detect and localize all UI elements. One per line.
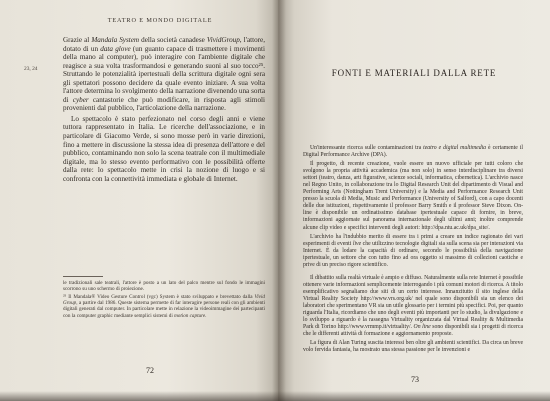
paragraph: Il progetto, di recente creazione, vuole essere un nuovo ufficiale per tutti coloro che svolgono la propria attività accademica (ma non solo) in senso interdisciplinare tra diversi settori (teatro, danza, arti figurative, scienze sociali, informatica, cibernetica). L'archivio nasce nel Regno Unito, in collaborazione tra lo Digital Research Unit del dipartimento di Visual and Performing Arts (Nottingham Trent University) e la Media and Performance Research Unit presso la scuola di Media, Music and Performance (University of Salford), con a capo docenti delle due istituzioni, rispettivamente il professor Barry Smith e il professor Steve Dixon. On-line è disponibile un ordinatissimo database ipertestuale capace di fornire, in breve, informazioni aggiornate sul panorama internazionale degli ultimi anni; inoltre comprende alcune clip video e specifici interventi degli autori: http://dpa.ntu.ac.uk/dpa_site/. xyxy=(303,161,523,231)
italic-run: VividGroup xyxy=(206,36,240,44)
footnotes xyxy=(63,280,265,320)
paragraph: Il dibattito sulla realtà virtuale è ampio e diffuso. Naturalmente sulla rete Internet è possibile ottenere varie informazioni semplicemente interrogando i più comuni motori di ricerca. A titolo esemplificativo segnaliamo due siti di un certo interesse. Innanzitutto il sito inglese della Virtual Reality Society http://www.vrs.org.uk/ nel quale sono disponibili sia un elenco dei laboratori che sperimentano VR sia un utile glossario per i termini più specifici. Poi, per quanto riguarda l'Italia, ricordiamo che uno degli eventi più importanti per lo studio, la divulgazione e lo sviluppo a riguardo è la rassegna Virtuality organizzata dal Virtual Reality & Multimedia Park di Torino http://www.vrmmp.it/virtuality/. On line sono disponibili sia i progetti di ricerca che le differenti attività di formazione e aggiornamento proposte. xyxy=(303,274,523,338)
page-edge-shadow xyxy=(0,391,550,401)
footnote-rule xyxy=(63,276,103,277)
footnote: ²⁵ Il Mandala® Video Gesture Control (vgc) System è stato sviluppato e brevettato dalla Vivid Group, a partire dal 1986. Queste sistema permette di far interagire persone reali con gli ambienti digitali generati dal computer. In particolare mette in relazione la videoimmagine dei partecipanti con la computer graphic mediante semplici sistemi di motion capture. xyxy=(63,293,265,319)
italic-run: Mandala System xyxy=(91,36,140,44)
footnote: le tradizionali sale teatrali, l'attore è posto a un lato del palco mentre sul fondo le immagini scorrono su uno schermo di proiezione. xyxy=(63,280,265,293)
chapter-title: FONTI E MATERIALI DALLA RETE xyxy=(331,68,497,78)
italic-run: data glove xyxy=(100,44,131,53)
paragraph: La figura di Alan Turing suscita interessi ben oltre gli ambienti scientifici. Da circa un breve volo fervida fantasia, ha mostrato una stessa passione per le invenzioni e xyxy=(303,340,523,354)
page-number-left: 72 xyxy=(146,366,154,375)
paragraph: Un'interessante ricerca sulle contaminazioni tra teatro e digital multimedia è certamente il Digital Performance Archive (DPA). xyxy=(303,145,523,159)
italic-run: motion capture xyxy=(174,312,206,319)
right-body-text xyxy=(303,145,523,356)
paragraph: Grazie al Mandala System della società canadese VividGroup, l'attore, dotato di un data glove (un guanto capace di trasmettere i movimenti della mano al computer), può interagire con l'ambiente digitale che reagisce a sua volta trasformandosi e generando suoni al suo tocco²⁵. Struttando le potenzialità ipertestuali della scrittura digitale ogni sera gli spettatori possono decidere da quale evento iniziare. A sua volta l'attore determina lo svolgimento della narrazione divenendo una sorta di cyber cantastorie che può modificare, in risposta agli stimoli provenienti dal pubblico, l'articolazione della narrazione. xyxy=(63,36,265,113)
page-number-right: 73 xyxy=(411,375,419,384)
right-page xyxy=(278,0,550,401)
italic-run: Vivid Group xyxy=(63,293,265,307)
margin-note: 23, 24 xyxy=(24,66,38,72)
italic-run: live xyxy=(352,240,362,247)
italic-run: cyber xyxy=(72,95,89,104)
left-body-text xyxy=(63,36,265,185)
book-gutter xyxy=(272,0,286,401)
paragraph: Lo spettacolo è stato perfezionato nel corso degli anni e viene tuttora rappresentato in Italia. Le ricerche dell'associazione, e in particolare di Giacomo Verde, si sono mosse però in varie direzioni, fino a mettere in discussione la stessa idea di presenza dell'attore e del pubblico, contaminando non solo la scena teatrale con il multimediale digitale, ma lo stesso evento performativo con le possibilità offerte dalla rete: lo spettacolo mette in crisi la nozione di luogo e si confronta con la connettività immediata e globale di Internet. xyxy=(63,114,265,183)
running-head: TEATRO E MONDO DIGITALE xyxy=(107,17,213,24)
italic-run: On line xyxy=(413,324,431,331)
paragraph: L'archivio ha l'indubbio merito di essere tra i primi a creare un indice ragionato dei vari esperimenti di eventi live che utilizzino tecnologie digitali sia sulla scena sia per interazioni via Internet. È da lodare la capacità di ordinare, secondo le possibilità della navigazione ipertestuale, un settore che con tutto fino ad ora oggetto si massimo di collezioni caotiche e prive di un preciso rigore scientifico. xyxy=(303,233,523,268)
italic-run: teatro e digital multimedia xyxy=(423,145,487,151)
